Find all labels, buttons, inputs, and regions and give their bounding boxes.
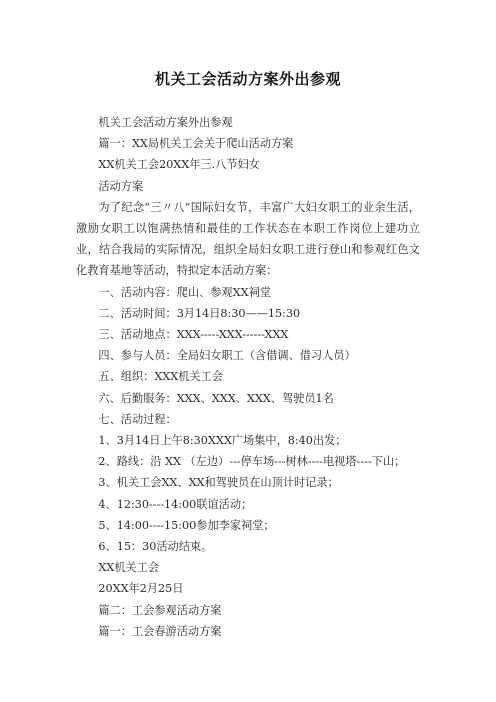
paragraph-part-one-repeat-heading: 篇一：工会春游活动方案 [98,624,222,638]
paragraph-part-one-heading: 篇一：XX局机关工会关于爬山活动方案 [98,137,294,151]
paragraph-step-5: 5、14:00----15:00参加李家祠堂； [98,518,275,532]
paragraph-activity-content: 一、活动内容：爬山、参观XX祠堂 [98,285,271,299]
paragraph-organization: 五、组织：XXX机关工会 [98,370,223,384]
paragraph-logistics: 六、后勤服务：XXX、XXX、XXX、驾驶员1名 [98,391,334,405]
paragraph-intro: 为了纪念“三〃八”国际妇女节，丰富广大妇女职工的业余生活，激励女职工以饱满热情和最佳的工作状态在本职工作岗位上建功立业，结合我局的实际情况，组织全局妇女职工进行登山和参观红色文化教育基地等活动，特拟定本活动方案： [76,200,420,278]
document-title: 机关工会活动方案外出参观 [154,70,341,88]
paragraph-part-two-heading: 篇二：工会参观活动方案 [98,603,222,617]
paragraph-participants: 四、参与人员：全局妇女职工（含借调、借习人员） [98,349,356,363]
paragraph-step-4: 4、12:30----14:00联谊活动； [98,497,253,511]
paragraph-step-6: 6、15：30活动结束。 [98,540,213,554]
paragraph-activity-time: 二、活动时间：3月14日8:30——15:30 [98,306,301,320]
paragraph-step-3: 3、机关工会XX、XX和驾驶员在山顶计时记录； [98,476,339,490]
paragraph-step-1: 1、3月14日上午8:30XXX广场集中，8:40出发； [98,434,347,448]
paragraph-organizer: XX机关工会20XX年三.八节妇女 [98,158,260,172]
paragraph-step-2: 2、路线：沿 XX （左边）---停车场---树林----电视塔----下山； [98,455,406,469]
paragraph-signature: XX机关工会 [98,561,160,575]
document-body [76,112,420,642]
paragraph-process-heading: 七、活动过程： [98,412,177,426]
paragraph-activity-location: 三、活动地点：XXX-----XXX------XXX [98,328,289,342]
paragraph-date: 20XX年2月25日 [98,582,184,596]
paragraph-subtitle: 机关工会活动方案外出参观 [98,116,233,129]
paragraph-plan-heading: 活动方案 [98,179,144,193]
